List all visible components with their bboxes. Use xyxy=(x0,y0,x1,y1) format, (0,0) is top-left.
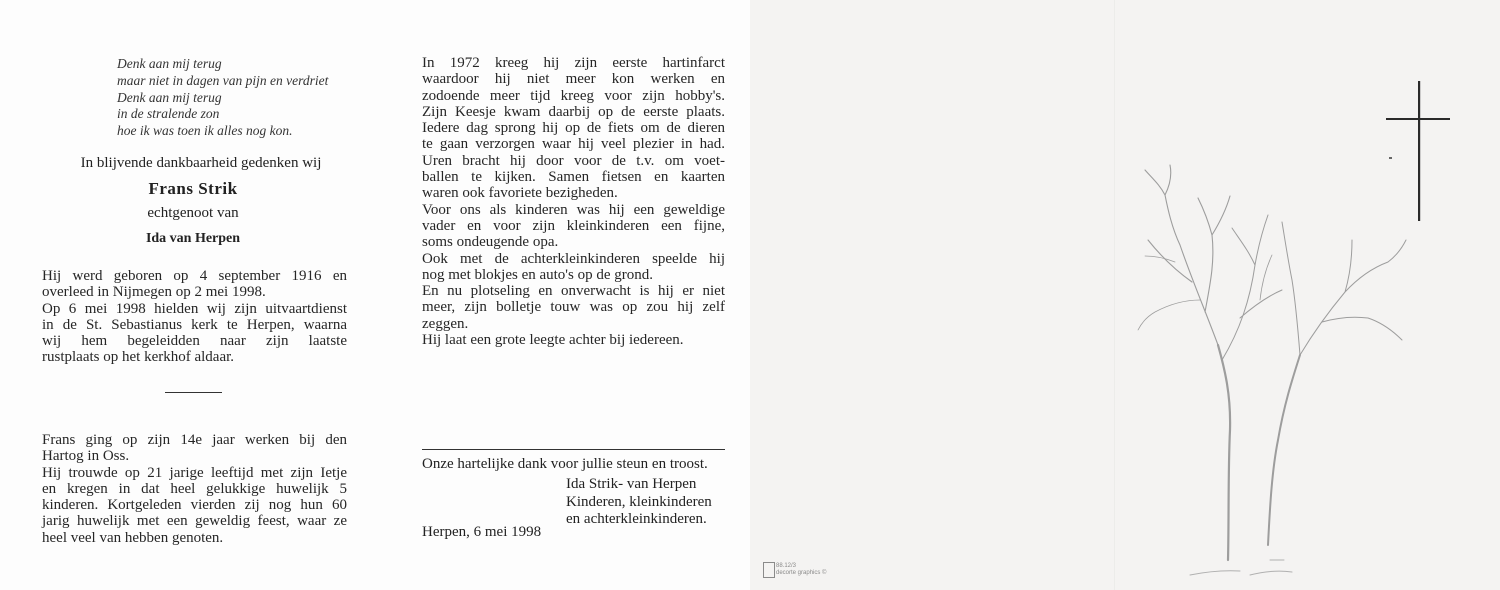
text-line: heel veel van hebben genoten. xyxy=(42,529,224,546)
text-line: En nu plotseling en onverwacht is hij er niet xyxy=(422,283,725,300)
text-line: Hartog in Oss. xyxy=(42,448,130,465)
text-line: Hij laat een grote leegte achter bij iedereen. xyxy=(422,332,684,349)
poem-line: maar niet in dagen van pijn en verdriet xyxy=(117,72,329,88)
deceased-name: Frans Strik xyxy=(148,179,238,198)
text-line: rustplaats op het kerkhof aldaar. xyxy=(42,349,235,366)
ground-scribble xyxy=(1190,560,1292,575)
tree-branch xyxy=(1282,222,1406,355)
text-line: Op 6 mei 1998 hielden wij zijn uitvaartdienst xyxy=(42,300,347,317)
text-line: te gaan verzorgen waar hij veel plezier in had. xyxy=(422,136,725,153)
text-line: In 1972 kreeg hij zijn eerste hartinfarct xyxy=(422,55,725,71)
text-line: kinderen. Kortgeleden vierden zij nog hun 60 xyxy=(42,497,347,514)
tree-branch xyxy=(1145,165,1230,345)
tree-trunk-right xyxy=(1268,355,1300,545)
spouse-name: Ida van Herpen xyxy=(145,231,241,246)
text-line: nog met blokjes en auto's op de grond. xyxy=(422,266,653,283)
poem-line: Denk aan mij terug xyxy=(117,56,222,71)
publisher-mark-line: 88.12/3 xyxy=(776,563,797,569)
text-line: Uren bracht hij door voor de t.v. om voet- xyxy=(422,152,725,169)
text-line: zodoende meer tijd kreeg voor zijn hobby's. xyxy=(422,87,725,104)
bare-trees-icon xyxy=(1138,165,1406,575)
poem-line: in de stralende zon xyxy=(117,106,220,122)
text-line: meer, zijn bolletje touw was op zou hij zelf xyxy=(422,299,725,316)
text-line: zeggen. xyxy=(422,315,469,332)
text-line: Frans ging op zijn 14e jaar werken bij den xyxy=(42,432,347,448)
text-line: jarig huwelijk met een geweldig feest, waar ze xyxy=(42,513,347,530)
signature-line: en achterkleinkinderen. xyxy=(566,511,707,527)
intro-line: In blijvende dankbaarheid gedenken wij xyxy=(80,155,322,171)
tree-branch xyxy=(1222,215,1282,360)
text-line: soms ondeugende opa. xyxy=(422,234,559,251)
text-line: overleed in Nijmegen op 2 mei 1998. xyxy=(42,284,266,301)
publisher-logo-icon xyxy=(763,562,775,578)
text-line: wij hem begeleidden naar zijn laatste xyxy=(42,333,347,350)
text-line: Iedere dag sprong hij op de fiets om de dieren xyxy=(422,120,725,137)
text-line: Ook met de achterkleinkinderen speelde hij xyxy=(422,250,725,267)
text-line: waren ook favoriete bezigheden. xyxy=(422,185,618,202)
signature-line: Ida Strik- van Herpen xyxy=(566,476,697,492)
text-line: in de St. Sebastianus kerk te Herpen, waarna xyxy=(42,316,347,333)
text-line: vader en voor zijn kleinkinderen een fijne, xyxy=(422,217,725,234)
text-line: Zijn Keesje kwam daarbij op de eerste plaats. xyxy=(422,103,725,120)
text-line: Voor ons als kinderen was hij een geweldige xyxy=(422,201,725,218)
place-date: Herpen, 6 mei 1998 xyxy=(422,524,542,540)
text-line: ballen te kijken. Samen fietsen en kaarten xyxy=(422,169,725,186)
thanks-line: Onze hartelijke dank voor jullie steun en troost. xyxy=(422,456,708,472)
publisher-mark-line: decorte graphics © xyxy=(776,570,827,576)
text-line: Hij werd geboren op 4 september 1916 en xyxy=(42,268,347,284)
publisher-mark xyxy=(776,563,826,577)
cross-horizontal-beam xyxy=(1386,118,1450,120)
signature-line: Kinderen, kleinkinderen xyxy=(566,493,712,510)
tree-trunk-left xyxy=(1218,345,1230,560)
ink-speck xyxy=(1389,157,1392,159)
poem-line: hoe ik was toen ik alles nog kon. xyxy=(117,123,293,139)
cross-vertical-beam xyxy=(1418,81,1420,221)
cross-icon xyxy=(1386,81,1450,221)
tree-branch xyxy=(1138,255,1272,330)
text-line: en kregen in dat heel gelukkige huwelijk 5 xyxy=(42,480,347,497)
text-line: waardoor hij niet meer kon werken en xyxy=(422,71,725,88)
text-line: Hij trouwde op 21 jarige leeftijd met zijn Ietje xyxy=(42,464,347,481)
poem-line: Denk aan mij terug xyxy=(117,89,222,105)
relation-line: echtgenoot van xyxy=(147,205,239,221)
